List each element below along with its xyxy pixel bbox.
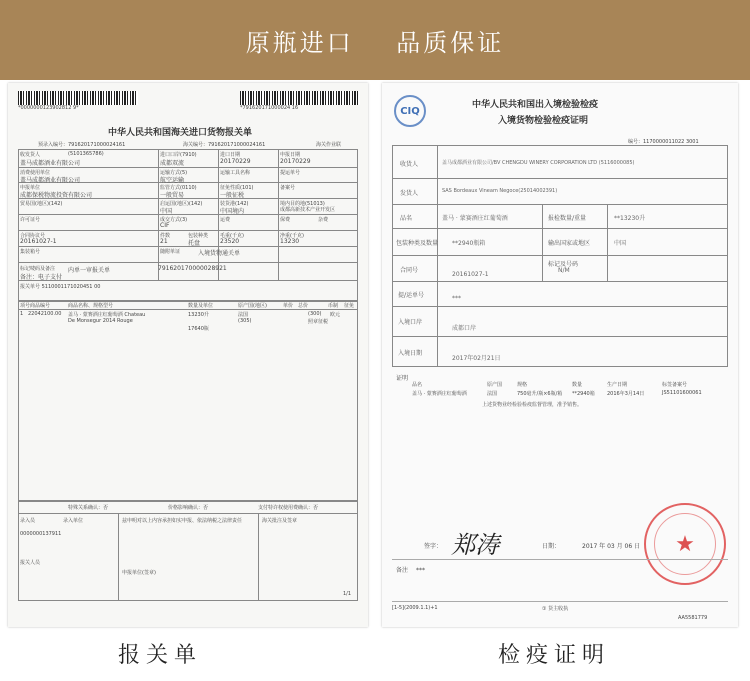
proof-header-cell: 生产日期	[607, 382, 628, 388]
proof-header-cell: 标签备案号	[662, 382, 688, 388]
docs-label: 随附单证	[160, 249, 181, 255]
transport-value: 航空运输	[160, 177, 185, 184]
customs-declaration-image	[8, 83, 368, 627]
barcode-right	[240, 91, 360, 105]
items-header-cell: 数量及单位	[188, 303, 214, 309]
bl-label: 提/运单号	[398, 292, 425, 299]
barcode-left-number: *0000000123902812 9*	[18, 105, 79, 111]
item-price: (300)	[308, 311, 322, 317]
proof-header-cell: 品名	[412, 382, 423, 388]
item-no: 1	[20, 311, 24, 317]
declarer-label: 报关人员	[20, 560, 41, 566]
entry-date-label: 入境日期	[398, 350, 423, 357]
special-relation: 特殊关系确认：否	[68, 505, 109, 511]
remark-value: ***	[416, 567, 425, 574]
declare-date-label: 申报日期	[280, 152, 301, 158]
record-label: 备案号	[280, 185, 296, 191]
consumer-value: 盖马成都酒业有限公司	[20, 177, 81, 184]
pack-value: 托盘	[188, 240, 201, 247]
inspection-certificate-image	[382, 83, 738, 627]
proof-row-cell: 750毫升/瓶×6瓶/箱	[517, 391, 563, 397]
sign-label: 签字：	[424, 543, 443, 550]
sign-date: 2017 年 03 月 06 日	[582, 543, 641, 550]
proof-row-cell: 法国	[487, 391, 498, 397]
header-grid	[18, 149, 358, 301]
destination-value: 成都高新技术产业开发区	[280, 207, 336, 213]
proof-row-cell: 2016年3月14日	[607, 391, 645, 397]
package-value: **2940瓶箱	[452, 240, 486, 247]
proof-row-cell: JS51101600061	[662, 390, 702, 396]
loading-port-label: 装货港(142)	[220, 201, 249, 207]
misc-label: 杂费	[318, 217, 329, 223]
inspection-title: 入境货物检验检疫证明	[498, 116, 589, 126]
consignee-label: 收发货人	[20, 152, 41, 158]
form-code: [1-5](2009.1.1)+1	[392, 605, 438, 611]
banner-title: 原瓶进口 品质保证	[245, 28, 505, 57]
barcode-right-number: *791620171000024 16	[240, 105, 299, 111]
item-origin: 法国	[238, 312, 249, 318]
tax-nature-label: 征免性质(101)	[220, 185, 254, 191]
pieces-label: 件数	[160, 233, 171, 239]
trade-country-label: 贸易国(地区)(142)	[20, 201, 63, 207]
marks-value: N/M	[558, 267, 570, 274]
shipper-label: 发货人	[400, 190, 419, 197]
origin-country-label: 输出国家或地区	[548, 240, 591, 247]
marks-label: 标记唛码及备注	[20, 266, 56, 272]
inspection-org: 中华人民共和国出入境检验检疫	[472, 100, 599, 110]
item-name: 盖马 · 蒙赛酒庄红葡萄酒 Chateau	[68, 312, 146, 318]
item-origin-code: (305)	[238, 318, 252, 324]
contract-value: 20161027-1	[452, 271, 489, 278]
import-date-label: 进口日期	[220, 152, 241, 158]
origin-country-value: 中国	[614, 240, 627, 247]
bl-value: ***	[452, 295, 461, 302]
ciq-logo-icon: CIQ	[394, 95, 426, 127]
item-code: 22042100.00	[28, 311, 62, 317]
star-icon: ★	[654, 513, 716, 575]
marks-value-3: 备注：电子支付	[20, 274, 63, 281]
items-header-cell: 征免	[344, 303, 355, 309]
pieces-value: 21	[160, 238, 168, 245]
preentry-number: 预录入编号：791620171000024161	[38, 142, 126, 148]
proof-header-cell: 原产国	[487, 382, 503, 388]
port-label: 进口口岸(7910)	[160, 152, 197, 158]
copy-label: 海关作业联	[316, 142, 342, 148]
supervise-value: 一般贸易	[160, 192, 185, 199]
product-value: 盖马 · 蒙赛酒庄红葡萄酒	[442, 215, 508, 222]
package-label: 包装种类及数量	[396, 240, 439, 247]
items-header-cell: 单价	[283, 303, 294, 309]
marks-label: 标记及号码	[548, 261, 579, 268]
customs-remarks-label: 海关批注及签章	[262, 518, 298, 524]
inspection-serial: 编号：1170000011022 3001	[628, 139, 699, 145]
supervise-label: 监管方式(0110)	[160, 185, 197, 191]
marks-value-2: 791620170000028921	[158, 265, 227, 272]
conclusion-text: 上述货物业经检验检疫监督管理，准予销售。	[482, 402, 583, 408]
gross-label: 毛重(千克)	[220, 233, 244, 239]
consignee-label: 收货人	[400, 161, 419, 168]
declared-qty-value: **13230升	[614, 215, 646, 222]
footer-grid	[18, 501, 358, 601]
customs-title: 中华人民共和国海关进口货物报关单	[108, 128, 253, 138]
consignee-value: 盖马成都酒业有限公司	[20, 160, 81, 167]
shipper-value: SAS Bordeaux Vineam Negoce(25014002391)	[442, 188, 558, 194]
gross-value: 23520	[220, 238, 240, 245]
entry-port-label: 入境口岸	[398, 319, 423, 326]
declarant-label: 申报单位	[20, 185, 41, 191]
contract-label: 合同号	[400, 267, 419, 274]
net-label: 净重(千克)	[280, 233, 304, 239]
sign-date-label: 日期：	[542, 543, 561, 550]
price-influence: 价格影响确认：否	[168, 505, 209, 511]
docs-value: 入境货物通关单	[198, 250, 241, 257]
item-levy: 照章征税	[308, 319, 329, 325]
marks-value-4: 报关单号 5110001171020451 00	[20, 284, 101, 290]
proof-label: 证明	[396, 375, 409, 382]
proof-row-cell: 盖马 · 蒙赛酒庄红葡萄酒	[412, 391, 467, 397]
item-qty-2: 17640瓶	[188, 326, 209, 332]
page-number: 1/1	[343, 591, 352, 597]
entry-unit-label: 录入单位	[63, 518, 84, 524]
terms-label: 成交方式(3)	[160, 217, 188, 223]
entry-id: 0000000137911	[20, 531, 62, 537]
barcode-left	[18, 91, 138, 105]
consignee-value: 盖马成都酒业有限公司/BV CHENGDU WINERY CORPORATION LTD (5116000085)	[442, 160, 635, 166]
form-serial: AA5581779	[678, 615, 708, 621]
declare-unit-label: 申报单位(签章)	[122, 570, 156, 576]
proof-header-cell: 规格	[517, 382, 528, 388]
transport-tool-label: 运输工具名称	[220, 170, 251, 176]
declared-qty-label: 报检数量/重量	[548, 215, 587, 222]
proof-row-cell: **2940箱	[572, 391, 595, 397]
remark-label: 备注	[396, 567, 409, 574]
marks-value-1: 内单一审报关单	[68, 267, 111, 274]
origin-value: 中国	[160, 208, 173, 215]
item-qty: 13230升	[188, 312, 209, 318]
items-header-cell: 商品编号	[30, 303, 51, 309]
contract-label: 合同协议号	[20, 233, 46, 239]
entry-port-value: 成都口岸	[452, 325, 477, 332]
product-label: 品名	[400, 215, 413, 222]
items-header-cell: 项号	[20, 303, 31, 309]
contract-value: 20161027-1	[20, 238, 57, 245]
freight-label: 运费	[220, 217, 231, 223]
insurance-label: 保费	[280, 217, 291, 223]
container-label: 集装箱号	[20, 249, 41, 255]
item-name-2: De Monsegur 2014 Rouge	[68, 318, 133, 324]
declarant-value: 成都保税物流投资有限公司	[20, 192, 93, 199]
royalty: 支付特许权使用费确认：否	[258, 505, 319, 511]
bill-label: 提运单号	[280, 170, 301, 176]
consumer-label: 消费使用单位	[20, 170, 51, 176]
items-header-cell: 原产国(地区)	[238, 303, 267, 309]
proof-header-cell: 数量	[572, 382, 583, 388]
item-currency: 欧元	[330, 312, 341, 318]
entry-person-label: 录入员	[20, 518, 36, 524]
entry-date-value: 2017年02月21日	[452, 355, 501, 362]
tax-nature-value: 一般征税	[220, 192, 245, 199]
holder-copy: ① 货主收执	[542, 606, 569, 612]
caption-customs: 报关单	[118, 643, 203, 668]
loading-port-value: 中国境内	[220, 208, 245, 215]
declare-date: 20170229	[280, 158, 311, 165]
transport-label: 运输方式(5)	[160, 170, 188, 176]
signature: 郑涛	[449, 531, 506, 559]
destination-label: 境内目的地(51013)	[280, 201, 325, 207]
terms-value: CIF	[160, 222, 170, 229]
top-banner	[0, 0, 750, 80]
import-date: 20170229	[220, 158, 251, 165]
official-stamp	[644, 503, 726, 585]
port-value: 成都双流	[160, 160, 185, 167]
declare-statement: 兹申明对以上内容承担如实申报、依法纳税之法律责任	[122, 518, 243, 524]
caption-inspection: 检疫证明	[498, 643, 611, 668]
items-header-cell: 商品名称、规格型号	[68, 303, 114, 309]
origin-label: 启运国(地区)(142)	[160, 201, 203, 207]
items-header-cell: 币制	[328, 303, 339, 309]
items-header-cell: 总价	[298, 303, 309, 309]
license-label: 许可证号	[20, 217, 41, 223]
pack-label: 包装种类	[188, 233, 209, 239]
consignee-code: (5101365786)	[68, 151, 104, 157]
net-value: 13230	[280, 238, 300, 245]
customs-number: 海关编号：791620171000024161	[183, 142, 266, 148]
